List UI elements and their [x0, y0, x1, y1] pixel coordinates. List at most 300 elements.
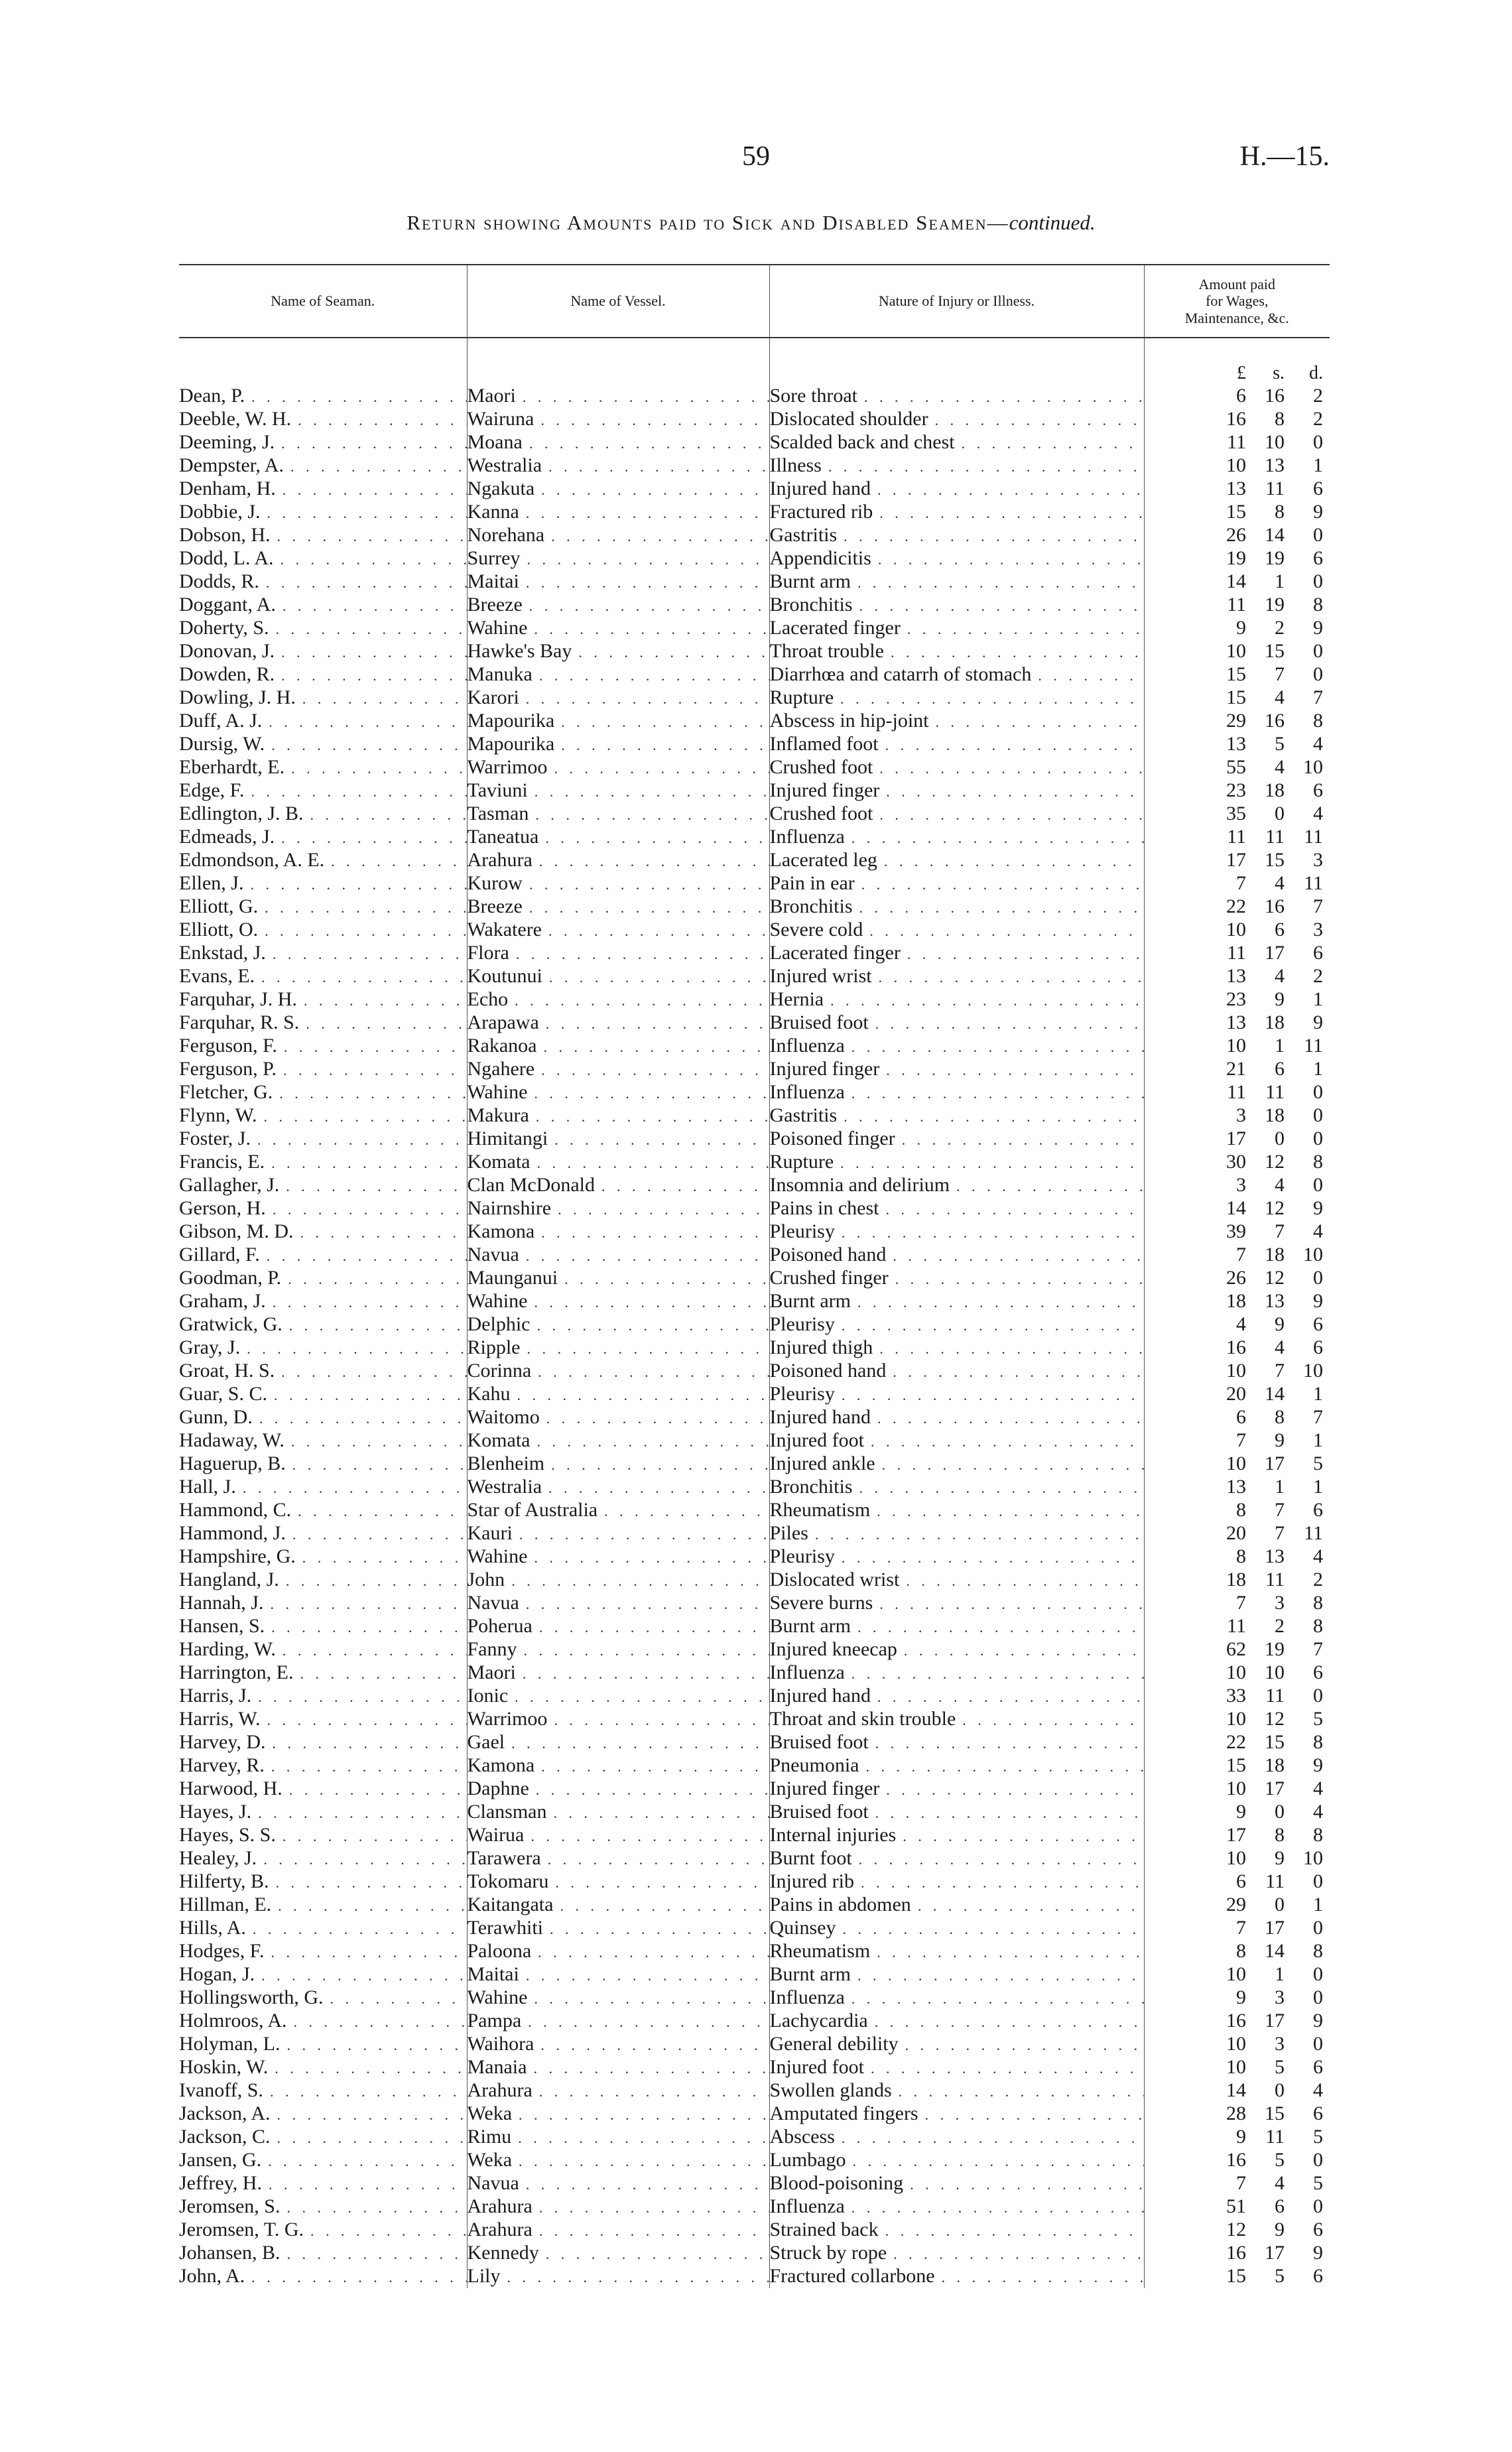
- injury-or-illness: Pleurisy: [769, 1383, 835, 1405]
- amount-pounds: 15: [1226, 1754, 1246, 1776]
- dot-leader: [548, 1872, 769, 1894]
- seaman-name: Healey, J.: [179, 1847, 257, 1869]
- dot-leader: [304, 2220, 466, 2242]
- vessel-name: Blenheim: [467, 1452, 545, 1474]
- table-row: [179, 2265, 1330, 2288]
- injury-or-illness: Pleurisy: [769, 1220, 835, 1242]
- table-row: [179, 408, 1330, 431]
- amount-pence: 7: [1313, 686, 1323, 708]
- amount-shillings: 14: [1265, 524, 1285, 546]
- table-row: [179, 478, 1330, 501]
- injury-or-illness: Pneumonia: [769, 1754, 859, 1776]
- amount-shillings: 15: [1265, 1731, 1285, 1753]
- amount-pence: 0: [1313, 570, 1323, 592]
- dot-leader: [547, 757, 769, 779]
- seaman-name: Dempster, A.: [179, 454, 284, 476]
- table-row: [179, 895, 1330, 919]
- vessel-name: Gael: [467, 1731, 505, 1753]
- dot-leader: [837, 525, 1143, 547]
- dot-leader: [542, 966, 769, 988]
- vessel-name: Clansman: [467, 1801, 547, 1823]
- vessel-name: Westralia: [467, 1476, 542, 1498]
- injury-or-illness: Crushed finger: [769, 1267, 889, 1289]
- table-row: [179, 1128, 1330, 1151]
- table-row: [179, 1592, 1330, 1615]
- amount-pence: 0: [1313, 663, 1323, 685]
- vessel-name: Arahura: [467, 2195, 533, 2217]
- injury-or-illness: Bruised foot: [769, 1731, 869, 1753]
- seaman-name: Hillman, E.: [179, 1894, 272, 1915]
- dot-leader: [271, 1895, 466, 1917]
- seaman-name: Hangland, J.: [179, 1569, 279, 1590]
- amount-pounds: 11: [1227, 826, 1246, 848]
- dot-leader: [508, 990, 769, 1011]
- injury-or-illness: Injured foot: [769, 1429, 864, 1451]
- amount-shillings: 11: [1265, 2126, 1285, 2148]
- dot-leader: [870, 1500, 1143, 1522]
- injury-or-illness: Injured finger: [769, 1777, 880, 1799]
- vessel-name: Mapourika: [467, 710, 555, 732]
- amount-shillings: 1: [1275, 1035, 1285, 1057]
- vessel-name: Waitomo: [467, 1406, 540, 1428]
- injury-or-illness: Burnt arm: [769, 1963, 851, 1985]
- page-number: 59: [742, 141, 770, 172]
- dot-leader: [835, 1384, 1144, 1406]
- dot-leader: [873, 502, 1143, 524]
- vessel-name: Komata: [467, 1151, 531, 1173]
- amount-shillings: 0: [1275, 1128, 1285, 1149]
- dot-leader: [871, 1686, 1144, 1708]
- dot-leader: [263, 2081, 467, 2102]
- amount-shillings: 8: [1275, 1406, 1285, 1428]
- dot-leader: [519, 502, 769, 524]
- seaman-name: Haguerup, B.: [179, 1452, 286, 1474]
- amount-pence: 0: [1313, 1986, 1323, 2008]
- dot-leader: [875, 1454, 1144, 1476]
- table-row: [179, 803, 1330, 826]
- vessel-name: Daphne: [467, 1777, 529, 1799]
- seaman-name: Hodges, F.: [179, 1940, 265, 1962]
- injury-or-illness: Abscess: [769, 2126, 835, 2148]
- table-row: [179, 1638, 1330, 1661]
- dot-leader: [501, 2266, 769, 2288]
- dot-leader: [251, 1129, 467, 1151]
- injury-or-illness: Bronchitis: [769, 594, 853, 615]
- table-row: [179, 570, 1330, 594]
- injury-or-illness: Lacerated leg: [769, 849, 877, 871]
- seaman-name: Doherty, S.: [179, 617, 269, 639]
- table-row: [179, 2219, 1330, 2242]
- dot-leader: [859, 1756, 1144, 1777]
- dot-leader: [873, 1593, 1143, 1615]
- heading-text: Return showing Amounts paid to Sick and Disabled Seamen—: [407, 211, 1009, 234]
- dot-leader: [275, 665, 466, 686]
- table-row: [179, 454, 1330, 478]
- table-row: [179, 2010, 1330, 2033]
- dot-leader: [886, 1245, 1143, 1267]
- amount-pounds: 10: [1226, 1452, 1246, 1474]
- dot-leader: [276, 1640, 467, 1661]
- seaman-name: Harwood, H.: [179, 1777, 283, 1799]
- seaman-name: Harvey, D.: [179, 1731, 266, 1753]
- seaman-name: Francis, E.: [179, 1151, 265, 1173]
- vessel-name: Taviuni: [467, 779, 528, 801]
- table-row: [179, 988, 1330, 1011]
- amount-pence: 8: [1313, 1731, 1323, 1753]
- seaman-name: Edmondson, A. E.: [179, 849, 325, 871]
- table-row: [179, 1406, 1330, 1429]
- dot-leader: [266, 1732, 467, 1754]
- injury-or-illness: Bronchitis: [769, 895, 853, 917]
- amount-pence: 11: [1304, 1522, 1323, 1544]
- table-row: [179, 826, 1330, 849]
- amount-pence: 5: [1313, 1708, 1323, 1730]
- dot-leader: [284, 1431, 467, 1452]
- injury-or-illness: Fractured rib: [769, 501, 873, 523]
- amount-pounds: 13: [1226, 733, 1246, 755]
- vessel-name: Wairua: [467, 1824, 525, 1846]
- amount-shillings: 18: [1265, 779, 1285, 801]
- table-row: [179, 1011, 1330, 1035]
- seaman-name: Eberhardt, E.: [179, 756, 285, 778]
- dot-leader: [553, 1895, 769, 1917]
- amount-shillings: 7: [1275, 1499, 1285, 1521]
- injury-or-illness: Dislocated wrist: [769, 1569, 900, 1590]
- dot-leader: [853, 1477, 1144, 1499]
- dot-leader: [279, 1570, 467, 1592]
- dot-leader: [533, 850, 769, 872]
- amount-pence: 8: [1313, 1615, 1323, 1637]
- vessel-name: Maitai: [467, 1963, 519, 1985]
- seaman-name: Edlington, J. B.: [179, 803, 304, 824]
- seaman-name: Jackson, C.: [179, 2126, 271, 2148]
- vessel-name: Maunganui: [467, 1267, 558, 1289]
- dot-leader: [279, 1175, 466, 1197]
- dot-leader: [253, 1407, 467, 1429]
- seaman-name: Elliott, G.: [179, 895, 259, 917]
- column-header-vessel: Name of Vessel.: [467, 265, 769, 338]
- amount-pounds: 7: [1236, 1592, 1246, 1614]
- seaman-name: Enkstad, J.: [179, 942, 266, 964]
- vessel-name: Echo: [467, 988, 509, 1010]
- dot-leader: [853, 897, 1144, 919]
- vessel-name: Rimu: [467, 2126, 512, 2148]
- dot-leader: [544, 1454, 769, 1476]
- table-row: [179, 1940, 1330, 1963]
- table-heading: [172, 211, 1330, 235]
- amount-shillings: 19: [1265, 594, 1285, 615]
- table-row: [179, 617, 1330, 640]
- amount-pounds: 29: [1226, 710, 1246, 732]
- amount-shillings: 9: [1275, 1847, 1285, 1869]
- dot-leader: [535, 1756, 769, 1777]
- dot-leader: [884, 641, 1144, 663]
- seaman-name: Holyman, L.: [179, 2033, 281, 2055]
- amount-shillings: 9: [1275, 1429, 1285, 1451]
- table-row: [179, 919, 1330, 942]
- injury-or-illness: Influenza: [769, 1035, 845, 1057]
- vessel-name: Navua: [467, 1592, 519, 1614]
- dot-leader: [255, 1965, 466, 1986]
- injury-or-illness: Amputated fingers: [769, 2102, 918, 2124]
- table-row: [179, 1476, 1330, 1499]
- vessel-name: Maitai: [467, 570, 519, 592]
- vessel-name: Weka: [467, 2102, 513, 2124]
- column-header-amount: [1144, 265, 1330, 338]
- dot-leader: [527, 2057, 769, 2079]
- dot-leader: [245, 2266, 466, 2288]
- dot-leader: [824, 990, 1143, 1011]
- injury-or-illness: Abscess in hip-joint: [769, 710, 929, 732]
- amount-pounds: 21: [1226, 1058, 1246, 1080]
- amount-shillings: 11: [1265, 478, 1285, 499]
- dot-leader: [523, 595, 769, 617]
- injury-or-illness: Strained back: [769, 2219, 879, 2240]
- injury-or-illness: Severe burns: [769, 1592, 873, 1614]
- injury-or-illness: Injured foot: [769, 2056, 864, 2078]
- amount-pence: 10: [1303, 1244, 1323, 1265]
- dot-leader: [950, 1175, 1143, 1197]
- spacer-row: [179, 338, 1330, 363]
- amount-shillings: 16: [1265, 895, 1285, 917]
- dot-leader: [835, 2127, 1144, 2149]
- amount-shillings: 7: [1275, 1522, 1285, 1544]
- dot-leader: [879, 1198, 1144, 1220]
- table-row: [179, 1754, 1330, 1777]
- amount-pence: 9: [1313, 1754, 1323, 1776]
- table-row: [179, 1917, 1330, 1940]
- seaman-name: Jeffrey, H.: [179, 2172, 262, 2194]
- dot-leader: [879, 2220, 1144, 2242]
- dot-leader: [508, 1686, 769, 1708]
- amount-pence: 0: [1313, 2149, 1323, 2171]
- injury-or-illness: Burnt arm: [769, 570, 851, 592]
- dot-leader: [281, 1268, 466, 1290]
- vessel-name: Makura: [467, 1104, 529, 1126]
- dot-leader: [269, 618, 467, 640]
- dot-leader: [516, 1663, 769, 1685]
- dot-leader: [286, 1454, 467, 1476]
- dot-leader: [324, 1988, 467, 2010]
- amount-pence: 11: [1304, 1035, 1323, 1057]
- seaman-name: Hannah, J.: [179, 1592, 264, 1614]
- dot-leader: [244, 781, 466, 803]
- dot-leader: [871, 479, 1144, 501]
- amount-pence: 8: [1313, 594, 1323, 615]
- vessel-name: Tokomaru: [467, 1870, 549, 1892]
- injury-or-illness: Burnt arm: [769, 1615, 851, 1637]
- injury-or-illness: Throat trouble: [769, 640, 884, 662]
- injury-or-illness: Internal injuries: [769, 1824, 897, 1846]
- dot-leader: [887, 2243, 1143, 2265]
- amount-pence: 0: [1313, 1104, 1323, 1126]
- injury-or-illness: Bronchitis: [769, 1476, 853, 1498]
- seaman-name: Harrington, E.: [179, 1661, 294, 1683]
- injury-or-illness: Hernia: [769, 988, 824, 1010]
- dot-leader: [955, 432, 1144, 454]
- amount-shillings: 18: [1265, 1244, 1285, 1265]
- injury-or-illness: Pain in ear: [769, 872, 855, 894]
- dot-leader: [857, 386, 1144, 408]
- dot-leader: [244, 873, 467, 895]
- amount-pounds: 26: [1226, 1267, 1246, 1289]
- injury-or-illness: Illness: [769, 454, 822, 476]
- dot-leader: [542, 456, 769, 478]
- dot-leader: [293, 1663, 466, 1685]
- amount-pence: 0: [1313, 1963, 1323, 1985]
- dot-leader: [277, 1059, 467, 1081]
- amount-shillings: 0: [1275, 2079, 1285, 2101]
- dot-leader: [257, 1848, 466, 1870]
- amount-pounds: 16: [1226, 2010, 1246, 2032]
- dot-leader: [276, 479, 467, 501]
- dot-leader: [275, 827, 466, 849]
- dot-leader: [895, 1129, 1144, 1151]
- table-row: [179, 849, 1330, 872]
- vessel-name: Waihora: [467, 2033, 535, 2055]
- dot-leader: [868, 2011, 1144, 2033]
- seaman-name: Graham, J.: [179, 1290, 266, 1312]
- amount-shillings: 7: [1275, 1360, 1285, 1382]
- amount-pence: 6: [1313, 478, 1323, 499]
- table-row: [179, 1545, 1330, 1569]
- table-row: [179, 1429, 1330, 1452]
- vessel-name: Breeze: [467, 895, 523, 917]
- vessel-name: Clan McDonald: [467, 1174, 595, 1196]
- seaman-name: Evans, E.: [179, 965, 255, 987]
- dot-leader: [519, 572, 769, 594]
- amount-pounds: 10: [1226, 1035, 1246, 1057]
- seaman-name: Harvey, R.: [179, 1754, 265, 1776]
- dot-leader: [268, 2057, 466, 2079]
- seaman-name: Fletcher, G.: [179, 1081, 273, 1103]
- amount-pence: 1: [1313, 988, 1323, 1010]
- seaman-name: Dobbie, J.: [179, 501, 261, 523]
- amount-pence: 2: [1313, 1569, 1323, 1590]
- vessel-name: Karori: [467, 686, 519, 708]
- dot-leader: [531, 1361, 769, 1383]
- dot-leader: [834, 688, 1143, 710]
- amount-shillings: 14: [1265, 1940, 1285, 1962]
- amount-pence: 10: [1303, 756, 1323, 778]
- amount-pounds: 11: [1227, 942, 1246, 964]
- amount-pence: 11: [1304, 826, 1323, 848]
- seaman-name: Harris, W.: [179, 1708, 261, 1730]
- dot-leader: [835, 1547, 1144, 1569]
- amount-pounds: 13: [1226, 1476, 1246, 1498]
- amount-pounds: 26: [1226, 524, 1246, 546]
- amount-shillings: 18: [1265, 1754, 1285, 1776]
- unit-pounds: £: [1237, 363, 1246, 383]
- injury-or-illness: Crushed foot: [769, 756, 873, 778]
- vessel-name: Weka: [467, 2149, 513, 2171]
- amount-shillings: 6: [1275, 1058, 1285, 1080]
- dot-leader: [845, 1663, 1144, 1685]
- amount-pounds: 10: [1226, 919, 1246, 940]
- vessel-name: Pampa: [467, 2010, 522, 2032]
- amount-shillings: 2: [1275, 617, 1285, 639]
- vessel-name: Kurow: [467, 872, 523, 894]
- amount-shillings: 3: [1275, 2033, 1285, 2055]
- dot-leader: [554, 734, 769, 756]
- dot-leader: [262, 2173, 467, 2195]
- amount-pence: 6: [1313, 2265, 1323, 2287]
- dot-leader: [835, 1222, 1144, 1244]
- injury-or-illness: Struck by rope: [769, 2242, 887, 2264]
- injury-or-illness: Swollen glands: [769, 2079, 892, 2101]
- amount-shillings: 17: [1265, 1917, 1285, 1939]
- table-row: [179, 2242, 1330, 2265]
- amount-pence: 9: [1313, 1197, 1323, 1219]
- table-row: [179, 942, 1330, 965]
- vessel-name: Wahine: [467, 617, 528, 639]
- injury-or-illness: Lachycardia: [769, 2010, 868, 2032]
- table-row: [179, 1035, 1330, 1058]
- dot-leader: [304, 804, 467, 826]
- seaman-name: Ellen, J.: [179, 872, 244, 894]
- injury-or-illness: Rupture: [769, 1151, 834, 1173]
- dot-leader: [261, 1709, 467, 1731]
- amount-header-line1: Amount paid: [1198, 276, 1275, 293]
- amount-pence: 3: [1313, 919, 1323, 940]
- dot-leader: [1031, 665, 1143, 686]
- amount-pounds: 10: [1226, 2033, 1246, 2055]
- amount-header-line3: Maintenance, &c.: [1184, 309, 1289, 326]
- dot-leader: [879, 1779, 1143, 1801]
- dot-leader: [869, 1013, 1144, 1035]
- dot-leader: [845, 2197, 1144, 2219]
- injury-or-illness: Injured finger: [769, 1058, 880, 1080]
- amount-shillings: 11: [1265, 826, 1285, 848]
- table-row: [179, 1777, 1330, 1801]
- amount-pence: 0: [1313, 2033, 1323, 2055]
- dot-leader: [956, 1709, 1143, 1731]
- injury-or-illness: Influenza: [769, 1986, 845, 2008]
- amount-shillings: 4: [1275, 1174, 1285, 1196]
- injury-or-illness: Poisoned hand: [769, 1360, 887, 1382]
- dot-leader: [529, 804, 769, 826]
- dot-leader: [533, 2220, 769, 2242]
- amount-pence: 0: [1313, 524, 1323, 546]
- amount-shillings: 15: [1265, 849, 1285, 871]
- amount-pence: 10: [1303, 1360, 1323, 1382]
- dot-leader: [512, 2104, 769, 2126]
- dot-leader: [524, 1825, 769, 1847]
- amount-shillings: 15: [1265, 640, 1285, 662]
- amount-pounds: 28: [1226, 2102, 1246, 2124]
- amount-shillings: 4: [1275, 872, 1285, 894]
- injury-or-illness: Pleurisy: [769, 1545, 835, 1567]
- vessel-name: Himitangi: [467, 1128, 548, 1149]
- vessel-name: Maori: [467, 1661, 516, 1683]
- amount-pounds: 10: [1226, 1360, 1246, 1382]
- vessel-name: Kamona: [467, 1754, 535, 1776]
- amount-shillings: 8: [1275, 408, 1285, 430]
- dot-leader: [535, 479, 769, 501]
- dot-leader: [836, 1918, 1144, 1940]
- seaman-name: Guar, S. C.: [179, 1383, 267, 1405]
- seaman-name: Gunn, D.: [179, 1406, 253, 1428]
- dot-leader: [510, 1384, 769, 1406]
- dot-leader: [245, 386, 466, 408]
- amount-pounds: 11: [1227, 431, 1246, 453]
- amount-pounds: 10: [1226, 640, 1246, 662]
- dot-leader: [505, 1570, 769, 1592]
- dot-leader: [271, 525, 467, 547]
- amount-pence: 5: [1313, 1452, 1323, 1474]
- dot-leader: [853, 595, 1144, 617]
- amount-pounds: 17: [1226, 849, 1246, 871]
